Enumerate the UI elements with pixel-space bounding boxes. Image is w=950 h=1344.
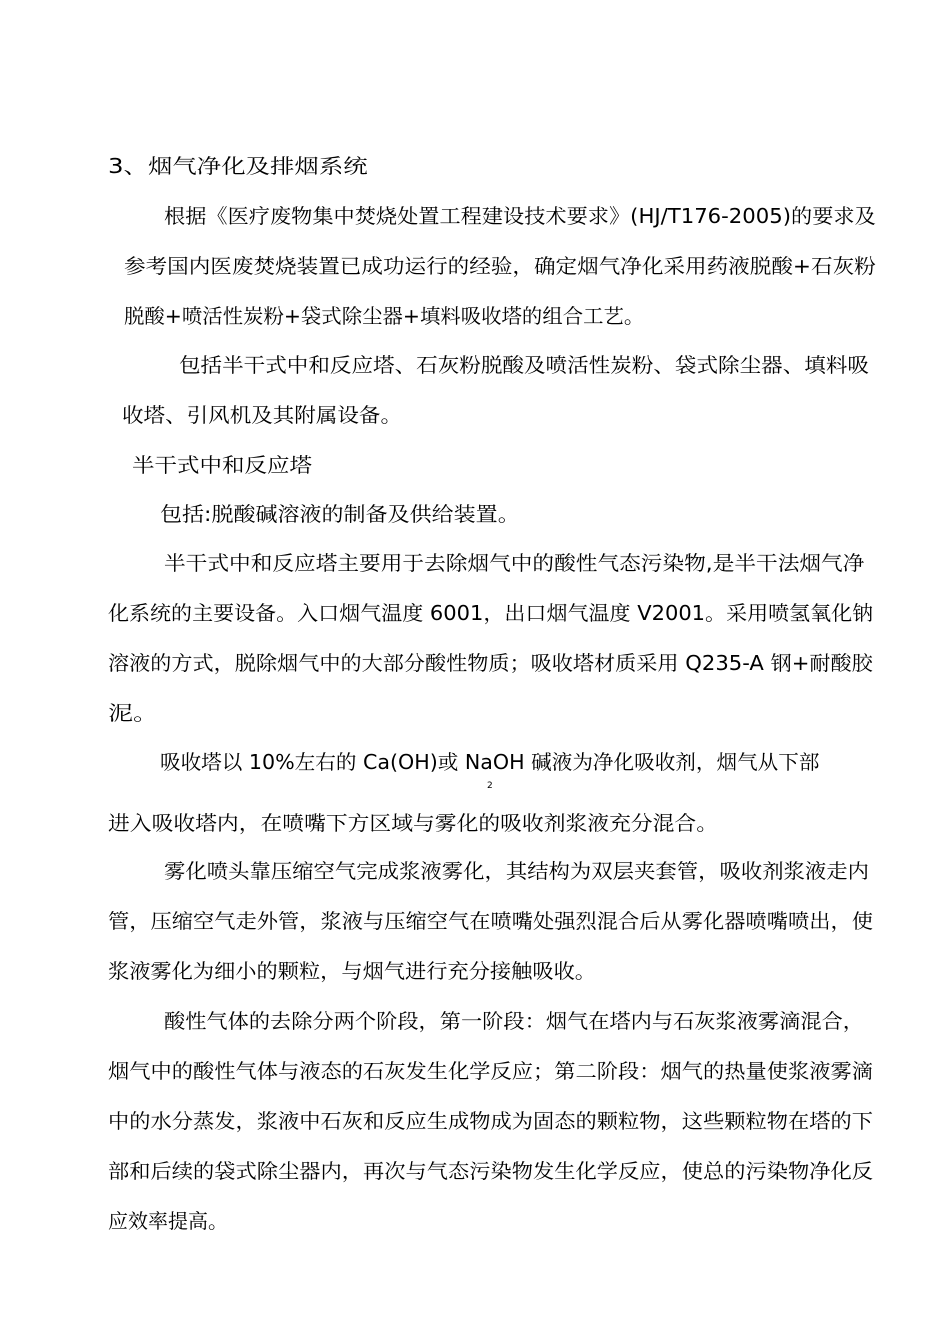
paragraph-1-line-1: 根据《医疗废物集中焚烧处置工程建设技术要求》(HJ/T176-2005)的要求及	[164, 204, 876, 228]
paragraph-1-line-3: 脱酸+喷活性炭粉+袋式除尘器+填料吸收塔的组合工艺。	[124, 304, 645, 328]
paragraph-3: 包括:脱酸碱溶液的制备及供给装置。	[160, 502, 520, 526]
paragraph-4-line-3: 溶液的方式，脱除烟气中的大部分酸性物质；吸收塔材质采用 Q235-A 钢+耐酸胶	[108, 651, 873, 675]
paragraph-7-line-3: 中的水分蒸发，浆液中石灰和反应生成物成为固态的颗粒物，这些颗粒物在塔的下	[108, 1109, 873, 1133]
paragraph-7-line-5: 应效率提高。	[108, 1209, 228, 1233]
paragraph-1-line-2: 参考国内医废焚烧装置已成功运行的经验，确定烟气净化采用药液脱酸+石灰粉	[124, 254, 876, 278]
paragraph-6-line-2: 管，压缩空气走外管，浆液与压缩空气在喷嘴处强烈混合后从雾化器喷嘴喷出，使	[108, 909, 873, 933]
paragraph-5-line-1: 吸收塔以 10%左右的 Ca(OH)或 NaOH 碱液为净化吸收剂，烟气从下部	[160, 750, 820, 774]
paragraph-7-line-2: 烟气中的酸性气体与液态的石灰发生化学反应；第二阶段：烟气的热量使浆液雾滴	[108, 1059, 873, 1083]
subheading: 半干式中和反应塔	[132, 453, 312, 477]
paragraph-2-line-2: 收塔、引风机及其附属设备。	[122, 403, 402, 427]
paragraph-4-line-4: 泥。	[108, 701, 158, 725]
paragraph-6-line-1: 雾化喷头靠压缩空气完成浆液雾化，其结构为双层夹套管，吸收剂浆液走内	[164, 859, 870, 883]
paragraph-4-line-1: 半干式中和反应塔主要用于去除烟气中的酸性气态污染物,是半干法烟气净	[164, 551, 865, 575]
subscript-marker: 2	[487, 781, 493, 791]
paragraph-7-line-1: 酸性气体的去除分两个阶段，第一阶段：烟气在塔内与石灰浆液雾滴混合，	[164, 1009, 864, 1033]
paragraph-5-line-2: 进入吸收塔内，在喷嘴下方区域与雾化的吸收剂浆液充分混合。	[108, 811, 719, 835]
paragraph-7-line-4: 部和后续的袋式除尘器内，再次与气态污染物发生化学反应，使总的污染物净化反	[108, 1159, 873, 1183]
paragraph-2-line-1: 包括半干式中和反应塔、石灰粉脱酸及喷活性炭粉、袋式除尘器、填料吸	[179, 353, 869, 377]
paragraph-6-line-3: 浆液雾化为细小的颗粒，与烟气进行充分接触吸收。	[108, 959, 597, 983]
section-heading: 3、烟气净化及排烟系统	[108, 154, 368, 178]
paragraph-4-line-2: 化系统的主要设备。入口烟气温度 6001，出口烟气温度 V2001。采用喷氢氧化钠	[108, 601, 874, 625]
